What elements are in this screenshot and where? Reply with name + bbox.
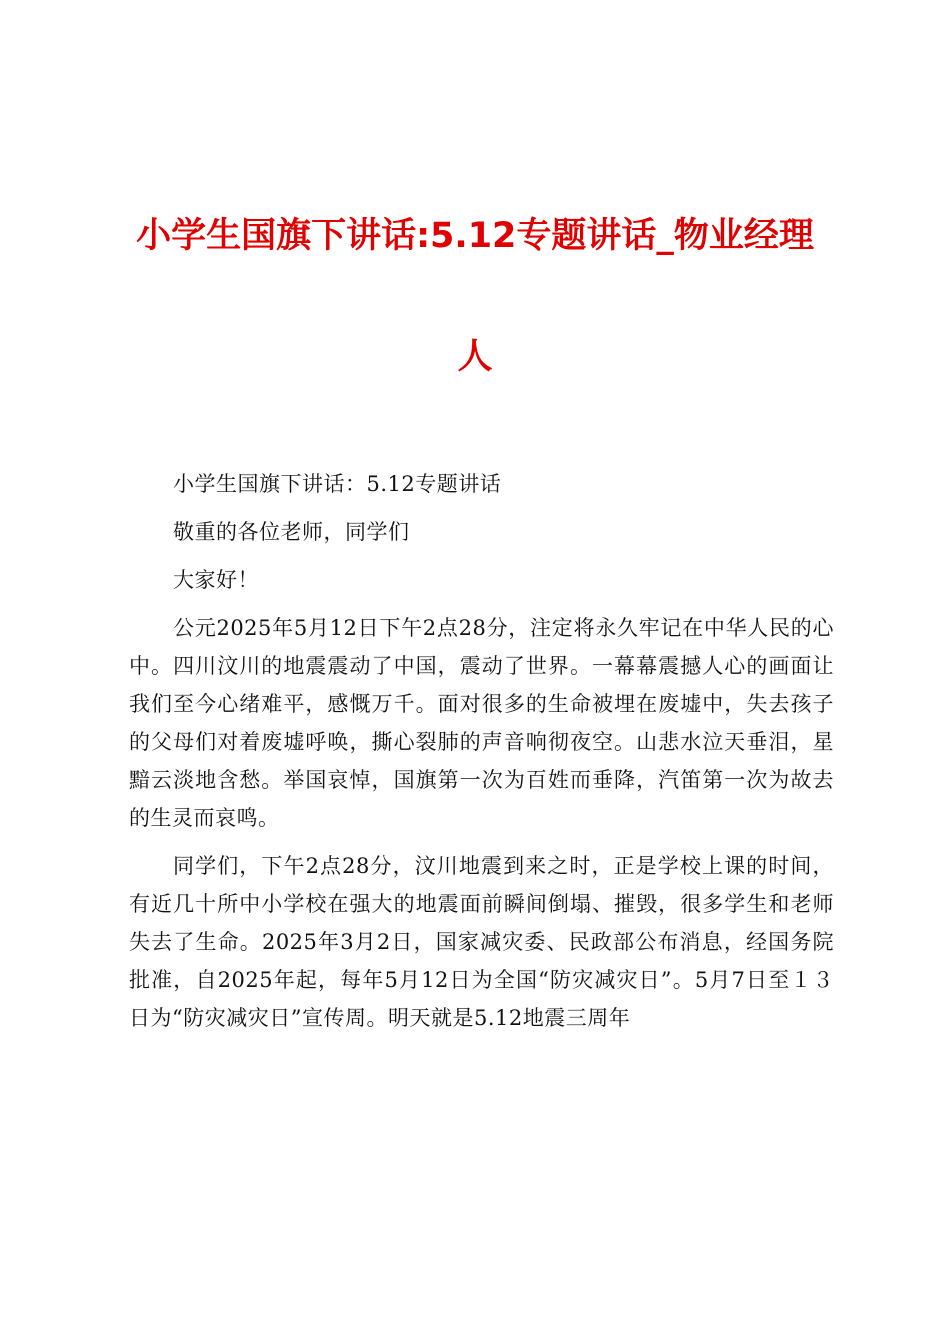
document-title-line-1: 小学生国旗下讲话:5.12专题讲话_物业经理: [136, 216, 814, 256]
body-paragraph-2: 同学们，下午2点28分，汶川地震到来之时，正是学校上课的时间，有近几十所中小学校在强大的地震面前瞬间倒塌、摧毁，很多学生和老师失去了生命。2025年3月2日，国家减灾委、民政部公布消息，经国务院批准，自2025年起，每年5月12日为全国“防灾减灾日”。5月7日至１３日为“防灾减灾日”宣传周。明天就是5.12地震三周年: [129, 854, 834, 1030]
speech-heading: 小学生国旗下讲话：5.12专题讲话: [173, 472, 502, 496]
salutation: 敬重的各位老师，同学们: [173, 520, 410, 544]
document-body: [129, 465, 834, 1037]
document-title-line-2: 人: [457, 337, 493, 377]
body-paragraph-1: 公元2025年5月12日下午2点28分，注定将永久牢记在中华人民的心中。四川汶川的地震震动了中国，震动了世界。一幕幕震撼人心的画面让我们至今心绪难平，感慨万千。面对很多的生命被埋在废墟中，失去孩子的父母们对着废墟呼唤，撕心裂肺的声音响彻夜空。山悲水泣天垂泪，星黯云淡地含愁。举国哀悼，国旗第一次为百姓而垂降，汽笛第一次为故去的生灵而哀鸣。: [129, 616, 834, 830]
greeting: 大家好！: [173, 568, 259, 592]
